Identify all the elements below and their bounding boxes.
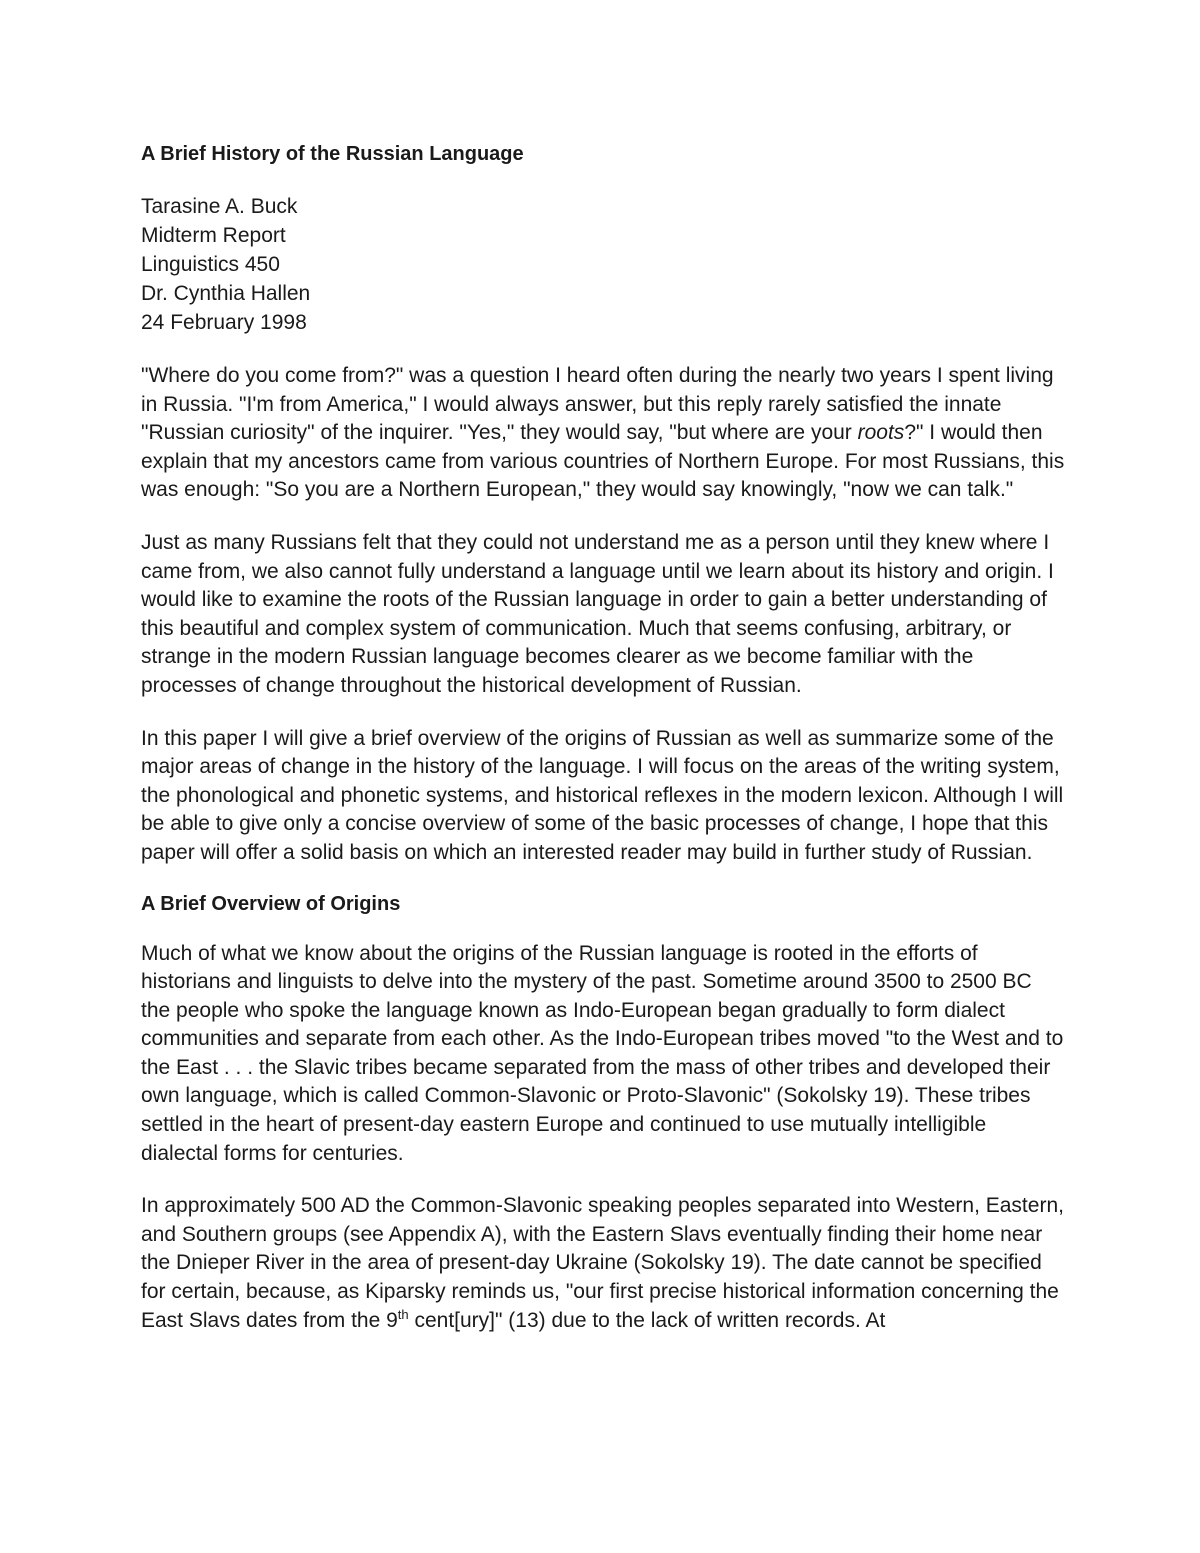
author-name: Tarasine A. Buck <box>141 195 298 218</box>
paragraph-intro-part-b: ?" I would then explain that my ancestors came from various countries of Northern Europe. For most Russians, this was enough: "So you are a Northern European," they would say knowingly, "now we can talk." <box>141 421 1065 502</box>
report-type: Midterm Report <box>141 224 286 247</box>
course-name: Linguistics 450 <box>141 253 280 276</box>
paragraph-overview: In this paper I will give a brief overview of the origins of Russian as well as summarize some of the major areas of change in the history of the language. I will focus on the areas of the writing system, the phonological and phonetic systems, and historical reflexes in the modern lexicon. Although I will be able to give only a concise overview of some of the basic processes of change, I hope that this paper will offer a solid basis on which an interested reader may build in further study of Russian. <box>141 726 1064 864</box>
paragraph-origins: Much of what we know about the origins of the Russian language is rooted in the efforts of historians and linguists to delve into the mystery of the past. Sometime around 3500 to 2500 BC the people who spoke the language known as Indo-European began gradually to form dialect communities and separate from each other. As the Indo-European tribes moved "to the West and to the East . . . the Slavic tribes became separated from the mass of other tribes and developed their own language, which is called Common-Slavonic or Proto-Slavonic" (Sokolsky 19). These tribes settled in the heart of present-day eastern Europe and continued to use mutually intelligible dialectal forms for centuries. <box>141 941 1064 1165</box>
paragraph-eastern-slavs <box>141 1192 1066 1335</box>
paragraph-intro-emphasis: roots <box>857 421 905 445</box>
ordinal-superscript: th <box>397 1306 409 1322</box>
instructor-name: Dr. Cynthia Hallen <box>141 282 311 305</box>
paragraph-eastern-slavs-part-b: cent[ury]" (13) due to the lack of written records. At <box>408 1308 886 1332</box>
paragraph-intro <box>141 362 1066 505</box>
report-date: 24 February 1998 <box>141 311 307 334</box>
paragraph-understanding: Just as many Russians felt that they could not understand me as a person until they knew where I came from, we also cannot fully understand a language until we learn about its history and origin. I would like to examine the roots of the Russian language in order to gain a better understanding of this beautiful and complex system of communication. Much that seems confusing, arbitrary, or strange in the modern Russian language becomes clearer as we become familiar with the processes of change throughout the historical development of Russian. <box>141 530 1054 697</box>
section-heading-origins: A Brief Overview of Origins <box>141 892 401 915</box>
document-title: A Brief History of the Russian Language <box>141 143 524 165</box>
document-page <box>141 140 1066 1335</box>
paragraph-intro-part-a: "Where do you come from?" was a question I heard often during the nearly two years I spent living in Russia. "I'm from America," I would always answer, but this reply rarely satisfied the innate "Russian curiosity" of the inquirer. "Yes," they would say, "but where are your <box>141 364 1054 445</box>
author-block <box>141 192 1066 337</box>
paragraph-eastern-slavs-part-a: In approximately 500 AD the Common-Slavonic speaking peoples separated into Western, Eastern, and Southern groups (see Appendix A), with the Eastern Slavs eventually finding their home near the Dnieper River in the area of present-day Ukraine (Sokolsky 19). The date cannot be specified for certain, because, as Kiparsky reminds us, "our first precise historical information concerning the East Slavs dates from the 9 <box>141 1194 1064 1332</box>
